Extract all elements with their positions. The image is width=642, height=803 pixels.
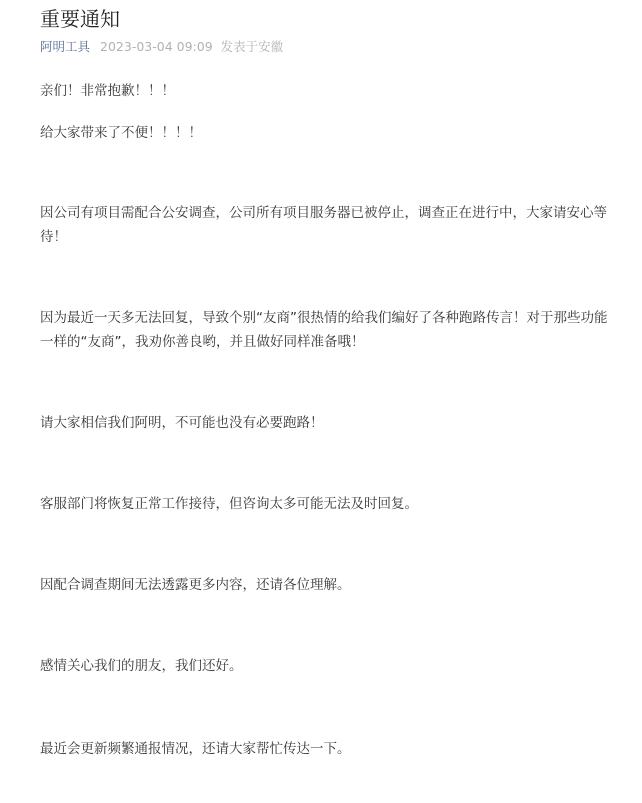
author-link[interactable]: 阿明工具 <box>40 39 91 54</box>
article-title: 重要通知 <box>40 7 120 31</box>
paragraph: 因配合调查期间无法透露更多内容，还请各位理解。 <box>40 577 351 593</box>
paragraph: 请大家相信我们阿明，不可能也没有必要跑路！ <box>40 415 324 431</box>
paragraph: 因为最近一天多无法回复，导致个别“友商”很热情的给我们编好了各种跑路传言！对于那些功能一样的“友商”，我劝你善良哟，并且做好同样准备哦！ <box>40 310 608 350</box>
paragraph: 最近会更新频繁通报情况，还请大家帮忙传达一下。 <box>40 741 351 757</box>
publish-time: 2023-03-04 09:09 <box>100 39 213 54</box>
publish-location: 发表于安徽 <box>220 39 284 54</box>
paragraph: 给大家带来了不便！！！！ <box>40 125 202 141</box>
paragraph: 亲们！非常抱歉！！！ <box>40 83 175 99</box>
paragraph: 客服部门将恢复正常工作接待，但咨询太多可能无法及时回复。 <box>40 496 418 512</box>
paragraph: 感情关心我们的朋友，我们还好。 <box>40 658 243 674</box>
article-meta <box>40 38 283 56</box>
paragraph: 因公司有项目需配合公安调查，公司所有项目服务器已被停止，调查正在进行中，大家请安心等待！ <box>40 205 607 245</box>
